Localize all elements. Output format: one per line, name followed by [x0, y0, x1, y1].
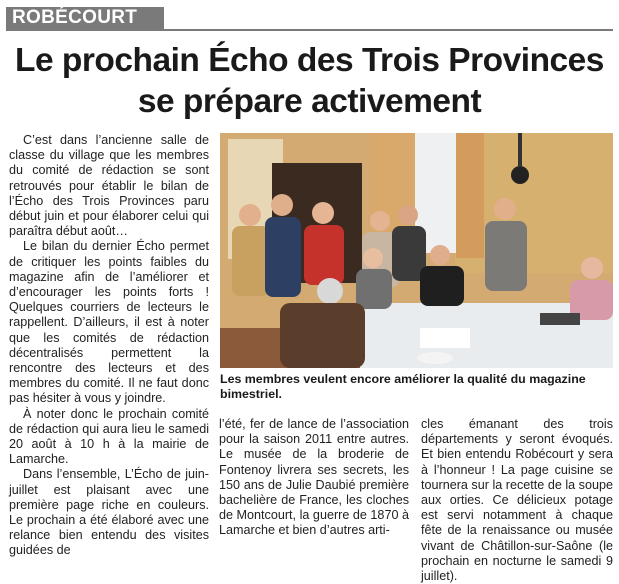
headline: [0, 40, 619, 122]
article-column-2: [219, 417, 409, 539]
paragraph-col2: l’été, fer de lance de l’association pour la saison 2011 entre autres. Le musée de la broderie de Fontenoy livrera ses secrets, les 150 ans de Julie Daubié première bachelière de France, les cloches de Montcourt, la guerre de 1870 à Lamarche et bien d’autres arti-: [219, 417, 409, 538]
paragraph-bilan: Le bilan du dernier Écho permet de critiquer les points faibles du magazine afin de l’améliorer et d’encourager les points forts ! Quelques courriers de lecteurs le rappellent. D’ailleurs, il est à noter que les comités de rédaction décentralisés permettent la rencontre des lecteurs et des membres du comité. Il ne faut donc pas hésiter à vous y joindre.: [9, 239, 209, 406]
headline-line-2: se prépare activement: [137, 83, 482, 120]
group-photo: [220, 133, 613, 368]
article-column-3: [421, 417, 613, 584]
article-column-1: [9, 133, 209, 559]
headline-line-1: Le prochain Écho des Trois Provinces: [15, 42, 604, 79]
paragraph-prochain-comite: À noter donc le prochain comité de rédaction qui aura lieu le samedi 20 août à 10 h à la mairie de Lamarche.: [9, 406, 209, 467]
paragraph-ensemble: Dans l’ensemble, L’Écho de juin-juillet est plaisant avec une première page riche en couleurs. Le prochain a été élaboré avec une relance bien entendu des visites guidées de: [9, 467, 209, 558]
section-label: ROBÉCOURT: [6, 7, 164, 29]
photo-caption: Les membres veulent encore améliorer la qualité du magazine bimestriel.: [220, 372, 586, 401]
paragraph-intro: C’est dans l’ancienne salle de classe du village que les membres du comité de rédaction se sont retrouvés pour établir le bilan de l’Écho des Trois Provinces paru début juin et pour élaborer celui qui paraîtra début août…: [9, 133, 209, 239]
section-rule: [6, 29, 613, 31]
group-photo-illustration: [220, 133, 613, 368]
paragraph-col3: cles émanant des trois départements y seront évoqués. Et bien entendu Robécourt y sera à l’honneur ! La page cuisine se tournera sur la recette de la soupe aux orties. Ce délicieux potage est servi notamment à chaque fête de la renaissance ou musée vivant de Châtillon-sur-Saône (le prochain en nocturne le samedi 9 juillet).: [421, 417, 613, 584]
